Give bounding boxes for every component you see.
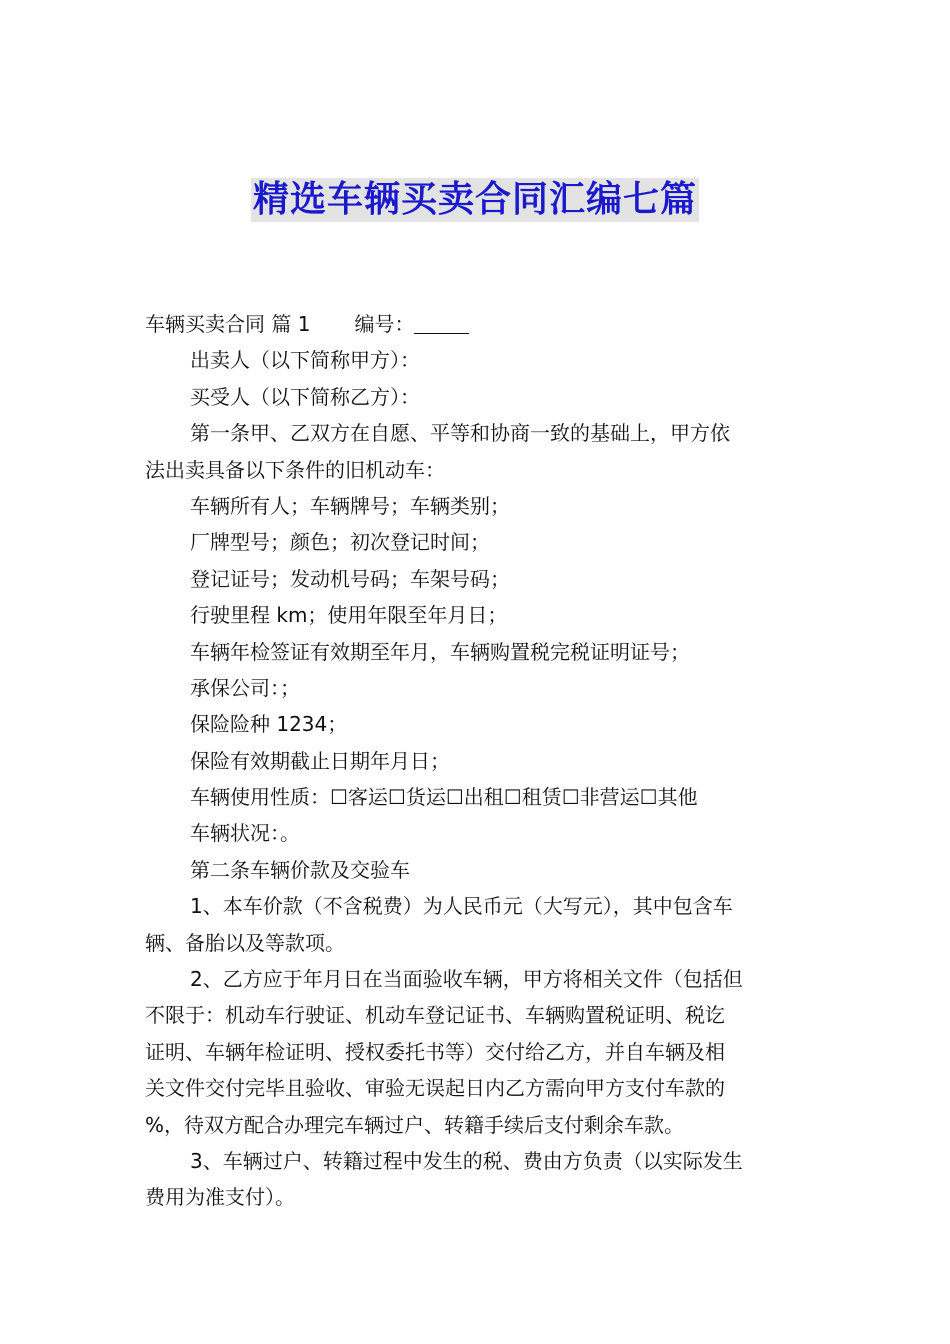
text-line: 出卖人（以下简称甲方）： — [190, 348, 420, 373]
text-line: 登记证号；发动机号码；车架号码； — [190, 566, 510, 591]
text-line: 辆、备胎以及等款项。 — [145, 930, 345, 955]
section-heading-label: 车辆买卖合同 篇 1 — [145, 312, 311, 336]
text-line: 关文件交付完毕且验收、审验无误起日内乙方需向甲方支付车款的 — [145, 1076, 725, 1101]
document-title: 精选车辆买卖合同汇编七篇 — [252, 179, 697, 220]
document-body — [145, 306, 810, 1216]
text-line: %，待双方配合办理完车辆过户、转籍手续后支付剩余车款。 — [145, 1112, 685, 1137]
text-line: 第一条甲、乙双方在自愿、平等和协商一致的基础上，甲方依 — [190, 421, 730, 446]
text-line: 2、乙方应于年月日在当面验收车辆，甲方将相关文件（包括但 — [190, 967, 743, 992]
text-line: 第二条车辆价款及交验车 — [190, 857, 410, 882]
text-line: 证明、车辆年检证明、授权委托书等）交付给乙方，并自车辆及相 — [145, 1039, 725, 1064]
text-line: 买受人（以下简称乙方）： — [190, 384, 420, 409]
text-line: 承保公司：； — [190, 675, 300, 700]
text-line: 不限于：机动车行驶证、机动车登记证书、车辆购置税证明、税讫 — [145, 1003, 725, 1028]
document-lines — [145, 342, 810, 1215]
text-line: 车辆使用性质：☐客运☐货运☐出租☐租赁☐非营运☐其他 — [190, 785, 698, 810]
text-line: 车辆年检签证有效期至年月，车辆购置税完税证明证号； — [190, 639, 690, 664]
title-container — [0, 178, 950, 222]
contract-number-blank — [414, 311, 469, 334]
text-line: 法出卖具备以下条件的旧机动车： — [145, 457, 445, 482]
text-line: 保险险种 1234； — [190, 712, 348, 737]
text-line: 行驶里程 km；使用年限至年月日； — [190, 603, 508, 628]
text-line: 车辆所有人；车辆牌号；车辆类别； — [190, 493, 510, 518]
text-line: 3、车辆过户、转籍过程中发生的税、费由方负责（以实际发生 — [190, 1148, 743, 1173]
text-line: 费用为准支付）。 — [145, 1185, 295, 1210]
contract-number-label: 编号： — [354, 312, 415, 336]
text-line: 车辆状况：。 — [190, 821, 300, 846]
text-line: 保险有效期截止日期年月日； — [190, 748, 450, 773]
section-heading — [145, 306, 810, 342]
text-line: 1、本车价款（不含税费）为人民币元（大写元），其中包含车 — [190, 894, 733, 919]
text-line: 厂牌型号；颜色；初次登记时间； — [190, 530, 490, 555]
